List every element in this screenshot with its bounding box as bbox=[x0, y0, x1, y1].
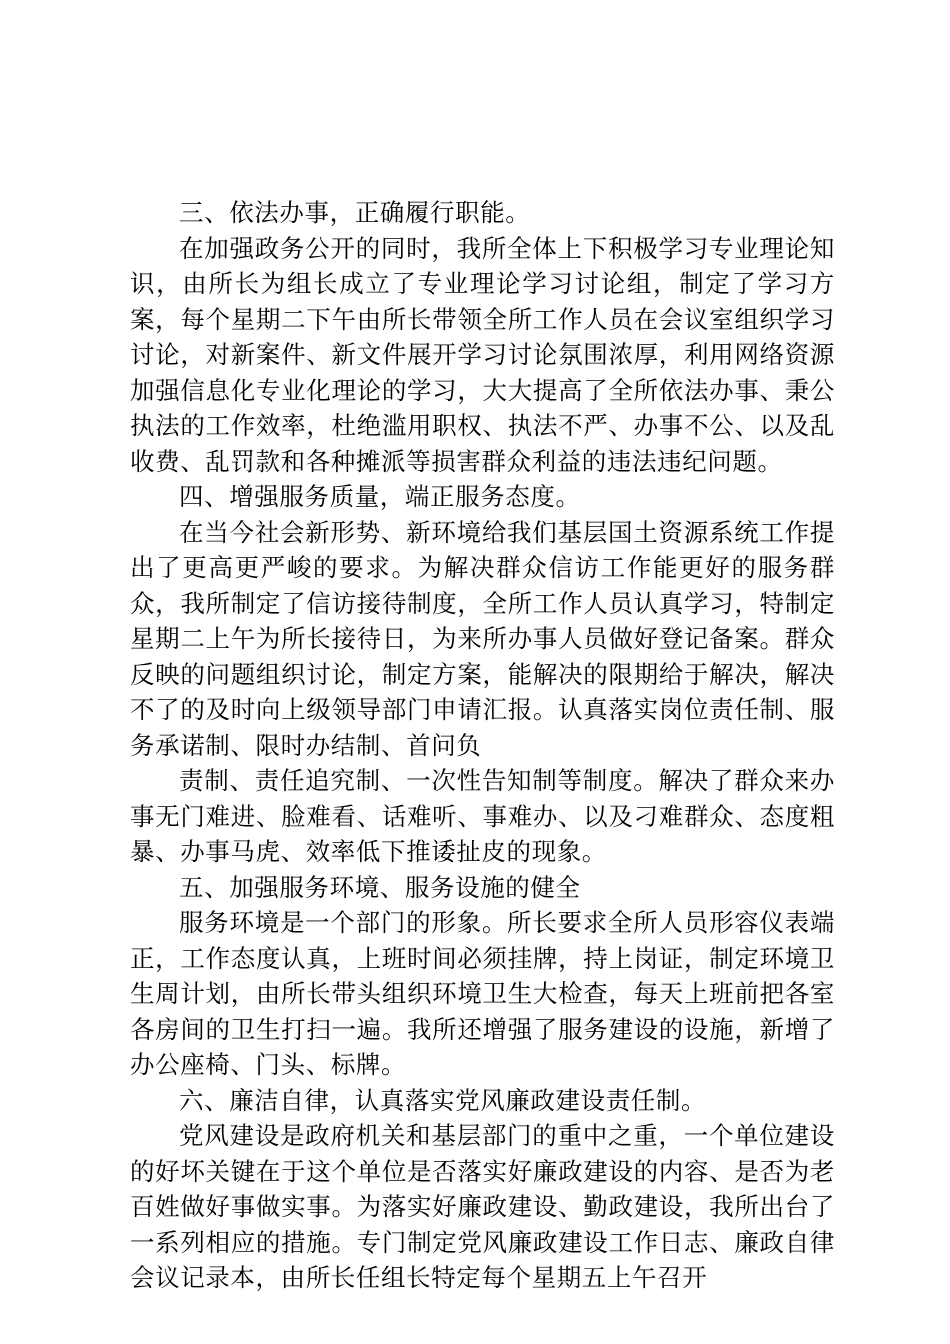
paragraph-service-environment: 服务环境是一个部门的形象。所长要求全所人员形容仪表端正，工作态度认真，上班时间必须挂牌，持上岗证，制定环境卫生周计划，由所长带头组织环境卫生大检查，每天上班前把各室各房间的卫生打扫一遍。我所还增强了服务建设的设施，新增了办公座椅、门头、标牌。 bbox=[130, 908, 835, 1079]
heading-section-4: 四、增强服务质量，端正服务态度。 bbox=[179, 482, 581, 511]
heading-section-6: 六、廉洁自律，认真落实党风廉政建设责任制。 bbox=[179, 1085, 707, 1115]
paragraph-responsibility-system: 责制、责任追究制、一次性告知制等制度。解决了群众来办事无门难进、脸难看、话难听、事难办、以及刁难群众、态度粗暴、办事马虎、效率低下推诿扯皮的现象。 bbox=[130, 766, 835, 866]
paragraph-law-study: 在加强政务公开的同时，我所全体上下积极学习专业理论知识，由所长为组长成立了专业理论学习讨论组，制定了学习方案，每个星期二下午由所长带领全所工作人员在会议室组织学习讨论，对新案件、新文件展开学习讨论氛围浓厚，利用网络资源加强信息化专业化理论的学习，大大提高了全所依法办事、秉公执法的工作效率，杜绝滥用职权、执法不严、办事不公、以及乱收费、乱罚款和各种摊派等损害群众利益的违法违纪问题。 bbox=[130, 233, 835, 476]
heading-section-5: 五、加强服务环境、服务设施的健全 bbox=[179, 872, 581, 902]
paragraph-petition-service: 在当今社会新形势、新环境给我们基层国土资源系统工作提出了更高更严峻的要求。为解决群众信访工作能更好的服务群众，我所制定了信访接待制度，全所工作人员认真学习，特制定星期二上午为所长接待日，为来所办事人员做好登记备案。群众反映的问题组织讨论，制定方案，能解决的限期给于解决，解决不了的及时向上级领导部门申请汇报。认真落实岗位责任制、服务承诺制、限时办结制、首问负 bbox=[130, 517, 835, 760]
heading-section-3: 三、依法办事，正确履行职能。 bbox=[179, 198, 531, 227]
paragraph-party-conduct: 党风建设是政府机关和基层部门的重中之重，一个单位建设的好坏关键在于这个单位是否落实好廉政建设的内容、是否为老百姓做好事做实事。为落实好廉政建设、勤政建设，我所出台了一系列相应的措施。专门制定党风廉政建设工作日志、廉政自律会议记录本，由所长任组长特定每个星期五上午召开 bbox=[130, 1121, 835, 1292]
document-body bbox=[130, 195, 835, 1296]
